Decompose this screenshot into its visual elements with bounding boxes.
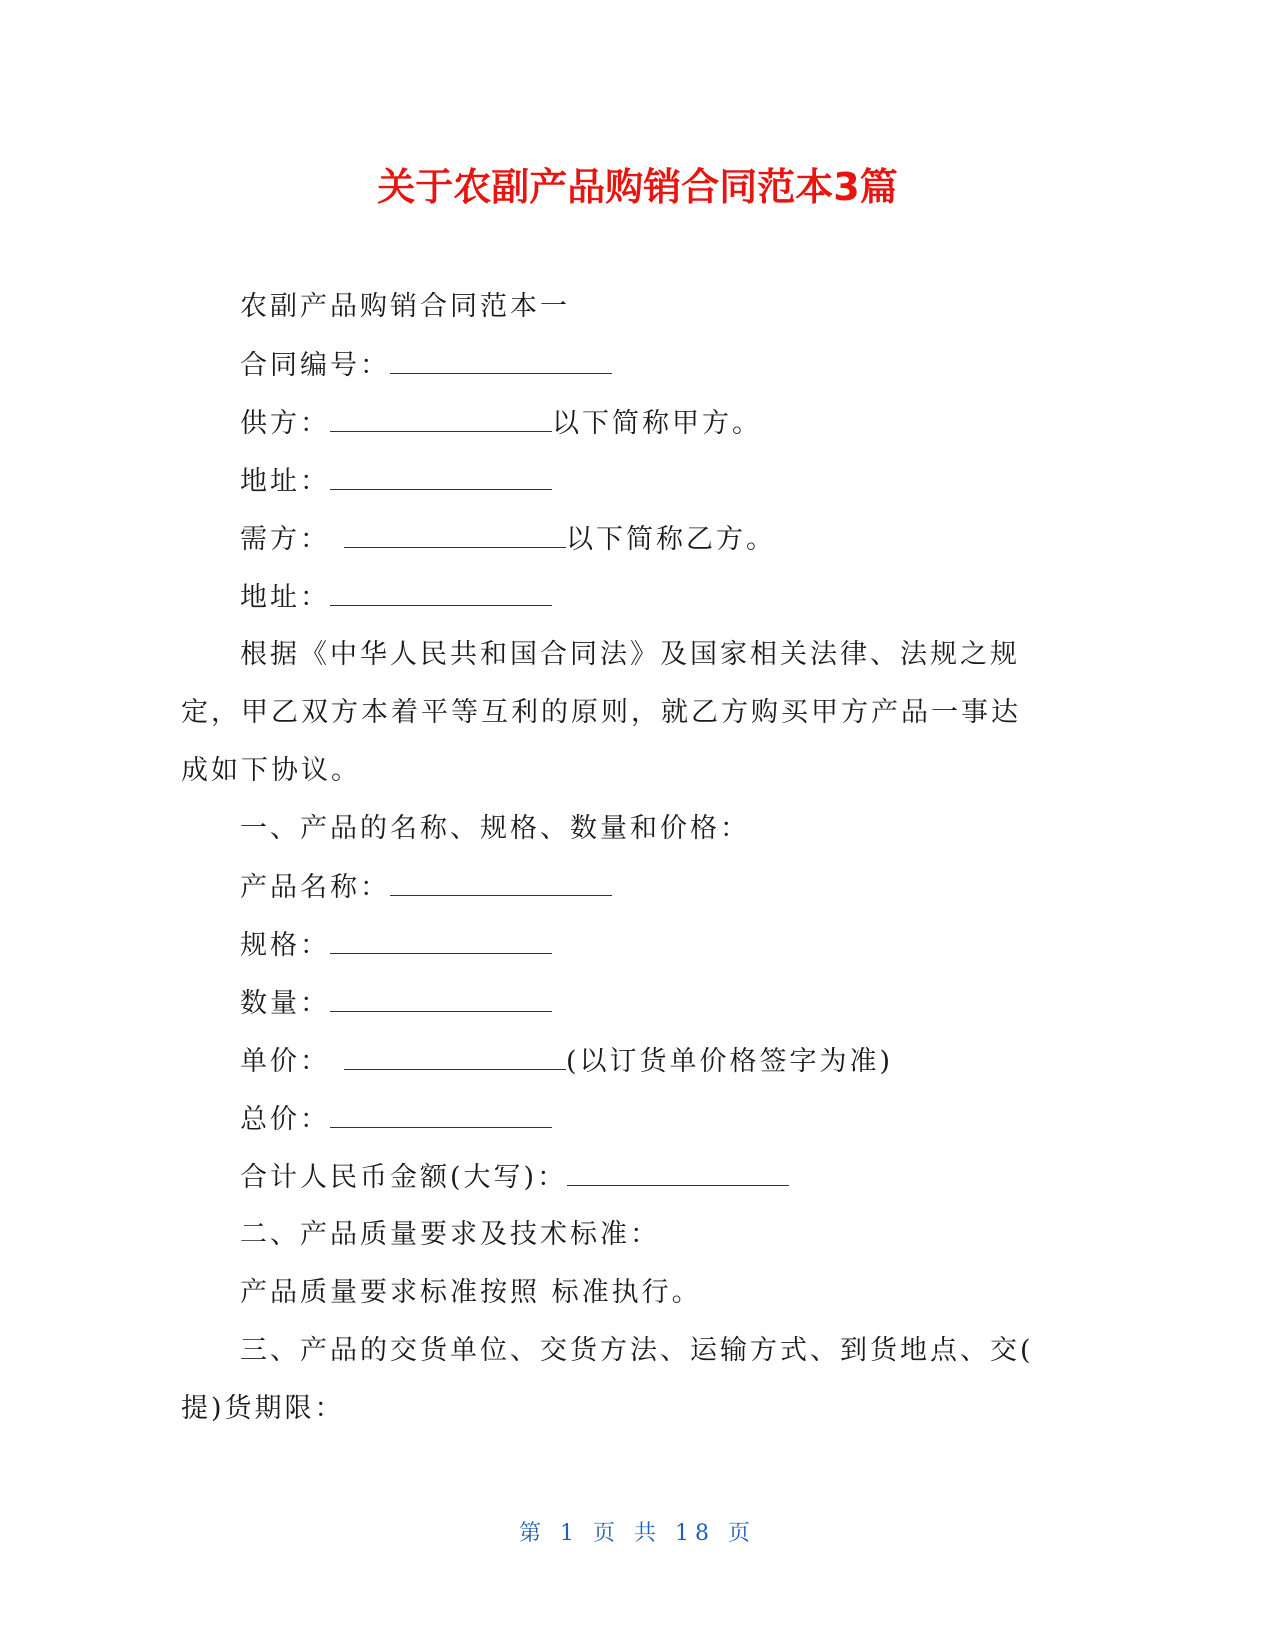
section-heading <box>240 293 570 320</box>
line-text: 提)货期限： <box>181 1393 345 1424</box>
fill-in-blank <box>330 409 552 432</box>
product-name-field <box>240 873 612 901</box>
fill-in-blank <box>330 583 552 606</box>
unit-price-field <box>240 1047 893 1075</box>
field-label: 产品名称： <box>240 872 390 903</box>
fill-in-blank <box>330 1105 552 1128</box>
fill-in-blank <box>390 873 612 896</box>
line-text: 成如下协议。 <box>181 755 361 786</box>
specification-field <box>240 931 552 959</box>
field-suffix: 以下简称乙方。 <box>566 524 776 555</box>
field-label: 总价： <box>240 1104 330 1135</box>
field-suffix: (以订货单价格签字为准) <box>566 1046 894 1077</box>
line-text: 三、产品的交货单位、交货方法、运输方式、到货地点、交( <box>240 1335 1034 1366</box>
buyer-field <box>240 525 776 553</box>
fill-in-blank <box>330 467 552 490</box>
section-heading <box>240 1221 660 1248</box>
field-label: 数量： <box>240 988 330 1019</box>
supplier-field <box>240 409 762 437</box>
line-text: 产品质量要求标准按照 标准执行。 <box>240 1277 702 1308</box>
line-text: 二、产品质量要求及技术标准： <box>240 1219 660 1250</box>
quantity-field <box>240 989 552 1017</box>
section-heading <box>240 1337 1034 1364</box>
paragraph-line <box>181 1395 345 1422</box>
paragraph-line <box>240 641 1020 668</box>
field-label: 合计人民币金额(大写)： <box>240 1162 568 1193</box>
field-label: 供方： <box>240 408 330 439</box>
fill-in-blank <box>344 1047 566 1070</box>
line-text: 定，甲乙双方本着平等互利的原则，就乙方购买甲方产品一事达 <box>181 697 1021 728</box>
line-text: 农副产品购销合同范本一 <box>240 291 570 322</box>
paragraph-line <box>240 1279 702 1306</box>
field-label: 规格： <box>240 930 330 961</box>
fill-in-blank <box>344 525 566 548</box>
total-amount-field <box>240 1163 789 1191</box>
fill-in-blank <box>567 1163 789 1186</box>
line-text: 一、产品的名称、规格、数量和价格： <box>240 813 750 844</box>
field-label: 需方： <box>240 524 330 555</box>
field-label: 地址： <box>240 466 330 497</box>
page-number-footer: 第 1 页 共 18 页 <box>519 1521 756 1546</box>
total-price-field <box>240 1105 552 1133</box>
buyer-address-field <box>240 583 552 611</box>
field-label: 合同编号： <box>240 350 390 381</box>
supplier-address-field <box>240 467 552 495</box>
field-label: 单价： <box>240 1046 330 1077</box>
section-heading <box>240 815 750 842</box>
fill-in-blank <box>330 931 552 954</box>
fill-in-blank <box>390 351 612 374</box>
field-label: 地址： <box>240 582 330 613</box>
line-text: 根据《中华人民共和国合同法》及国家相关法律、法规之规 <box>240 639 1020 670</box>
document-title: 关于农副产品购销合同范本3篇 <box>377 165 898 209</box>
contract-number-field <box>240 351 612 379</box>
fill-in-blank <box>330 989 552 1012</box>
paragraph-line <box>181 757 361 784</box>
field-suffix: 以下简称甲方。 <box>552 408 762 439</box>
paragraph-line <box>181 699 1021 726</box>
